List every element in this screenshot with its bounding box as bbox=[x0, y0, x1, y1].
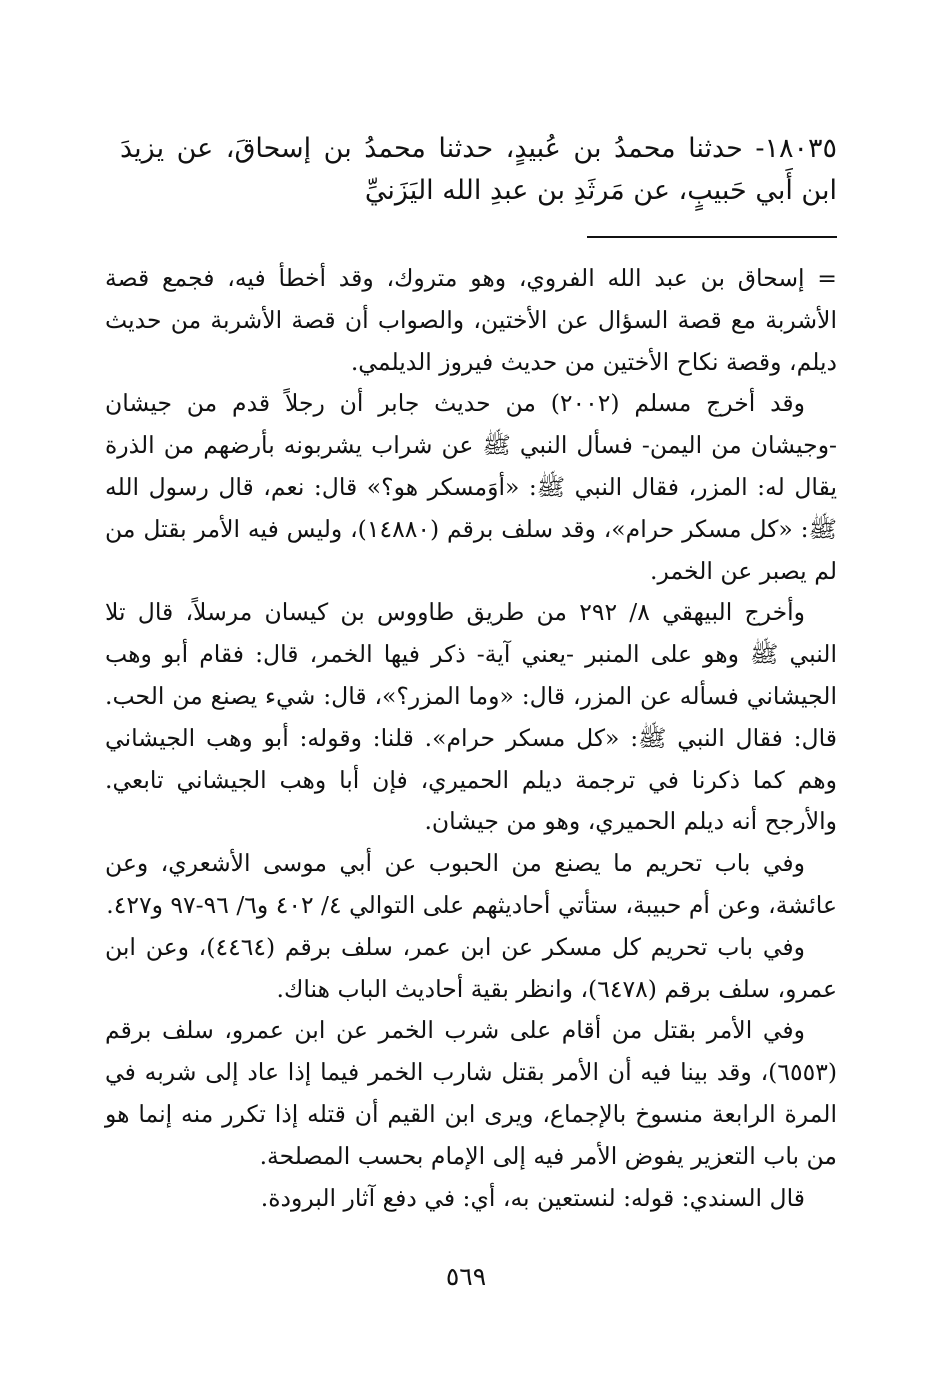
footnote-paragraph: وفي باب تحريم ما يصنع من الحبوب عن أبي موسى الأشعري، وعن عائشة، وعن أم حبيبة، ستأتي أحاديثهم على التوالي ٤/ ٤٠٢ و٦/ ٩٦-٩٧ و٤٢٧. bbox=[105, 849, 837, 919]
hadith-paragraph: ١٨٠٣٥- حدثنا محمدُ بن عُبيدٍ، حدثنا محمدُ بن إسحاقَ، عن يزيدَ ابن أَبي حَبيبٍ، عن مَرثَدِ بن عبدِ الله اليَزَنيِّ bbox=[120, 133, 837, 206]
page-number: ٥٦٩ bbox=[445, 1262, 487, 1291]
footnote-paragraph: وفي الأمر بقتل من أقام على شرب الخمر عن ابن عمرو، سلف برقم (٦٥٥٣)، وقد بينا فيه أن الأمر بقتل شارب الخمر فيما إذا عاد إلى شربه في المرة الرابعة منسوخ بالإجماع، ويرى ابن القيم أن قتله إذا تكرر منه إنما هو من باب التعزير يفوض الأمر فيه إلى الإمام بحسب المصلحة. bbox=[105, 1016, 837, 1170]
footnotes bbox=[105, 258, 837, 1219]
main-text bbox=[120, 128, 837, 212]
footnote-paragraph: = إسحاق بن عبد الله الفروي، وهو متروك، وقد أخطأ فيه، فجمع قصة الأشربة مع قصة السؤال عن الأختين، والصواب أن قصة الأشربة من حديث ديلم، وقصة نكاح الأختين من حديث فيروز الديلمي. bbox=[105, 264, 837, 376]
footnote-paragraph: قال السندي: قوله: لنستعين به، أي: في دفع آثار البرودة. bbox=[260, 1183, 805, 1212]
footnote-separator bbox=[587, 236, 837, 238]
footnote-paragraph: وفي باب تحريم كل مسكر عن ابن عمر، سلف برقم (٤٤٦٤)، وعن ابن عمرو، سلف برقم (٦٤٧٨)، وانظر بقية أحاديث الباب هناك. bbox=[105, 932, 837, 1003]
footnote-paragraph: وقد أخرج مسلم (٢٠٠٢) من حديث جابر أن رجلاً قدم من جيشان -وجيشان من اليمن- فسأل النبي ﷺ عن شراب يشربونه بأرضهم من الذرة يقال له: المزر، فقال النبي ﷺ: «أوَمسكر هو؟» قال: نعم، قال رسول الله ﷺ: «كل مسكر حرام»، وقد سلف برقم (١٤٨٨٠)، وليس فيه الأمر بقتل من لم يصبر عن الخمر. bbox=[105, 389, 837, 585]
footnote-paragraph: وأخرج البيهقي ٨/ ٢٩٢ من طريق طاووس بن كيسان مرسلاً، قال تلا النبي ﷺ وهو على المنبر -يعني آية- ذكر فيها الخمر، قال: فقام أبو وهب الجيشاني فسأله عن المزر، قال: «وما المزر؟»، قال: شيء يصنع من الحب. قال: فقال النبي ﷺ: «كل مسكر حرام». قلنا: وقوله: أبو وهب الجيشاني وهم كما ذكرنا في ترجمة ديلم الحميري، فإن أبا وهب الجيشاني تابعي. والأرجح أنه ديلم الحميري، وهو من جيشان. bbox=[105, 598, 837, 836]
